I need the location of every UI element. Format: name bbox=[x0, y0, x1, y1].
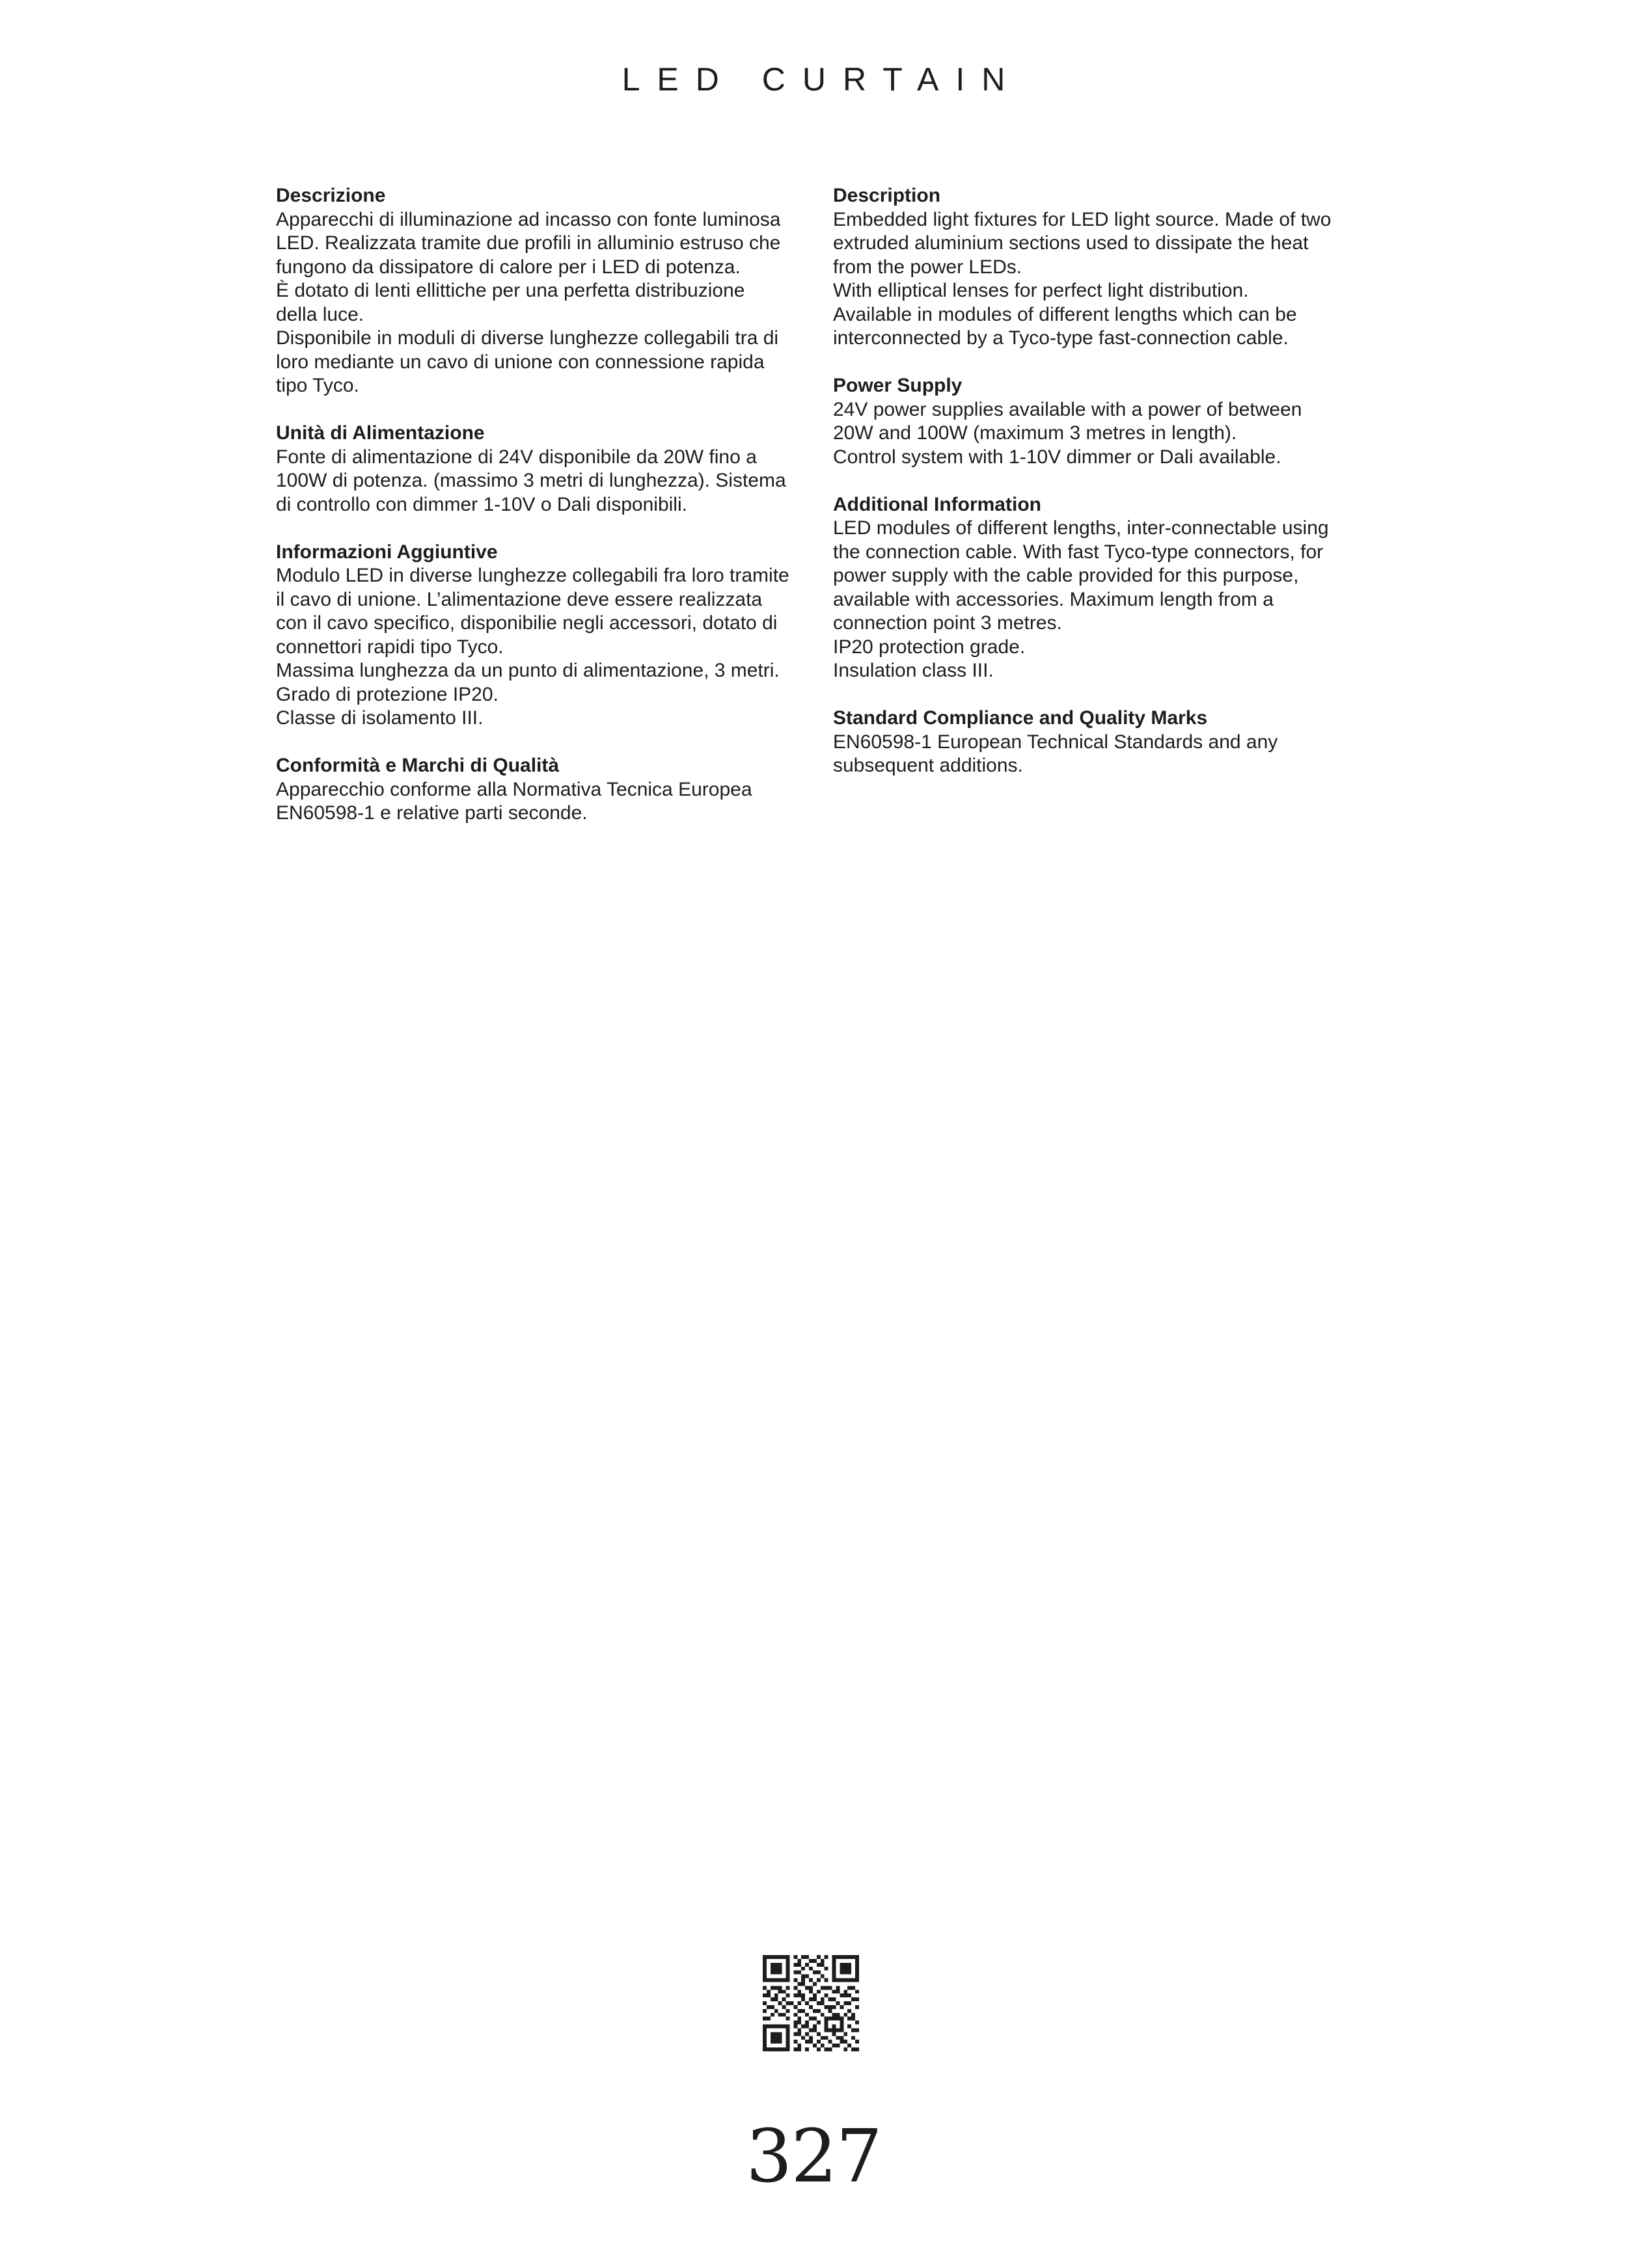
section-heading: Description bbox=[833, 185, 941, 206]
section-line: the connection cable. With fast Tyco-type connectors, for bbox=[833, 541, 1324, 563]
section-power-supply bbox=[833, 374, 1354, 469]
section-line: LED modules of different lengths, inter-connectable using bbox=[833, 517, 1329, 539]
section-line: Modulo LED in diverse lunghezze collegabili fra loro tramite bbox=[276, 565, 789, 586]
section-line: 100W di potenza. (massimo 3 metri di lunghezza). Sistema bbox=[276, 470, 786, 491]
section-line: connection point 3 metres. bbox=[833, 612, 1062, 634]
section-line: È dotato di lenti ellittiche per una perfetta distribuzione bbox=[276, 280, 745, 301]
section-conformita bbox=[276, 754, 797, 826]
section-heading: Conformità e Marchi di Qualità bbox=[276, 755, 560, 776]
section-line: IP20 protection grade. bbox=[833, 636, 1026, 658]
section-additional-information bbox=[833, 493, 1354, 683]
section-standard-compliance bbox=[833, 707, 1354, 778]
section-informazioni-aggiuntive bbox=[276, 541, 797, 731]
section-line: con il cavo specifico, disponibilie negli accessori, dotato di bbox=[276, 612, 778, 634]
section-line: Grado di protezione IP20. bbox=[276, 683, 499, 705]
section-line: Apparecchi di illuminazione ad incasso con fonte luminosa bbox=[276, 208, 781, 230]
section-line: della luce. bbox=[276, 303, 364, 325]
section-line: subsequent additions. bbox=[833, 755, 1023, 776]
section-line: available with accessories. Maximum length from a bbox=[833, 588, 1274, 610]
section-description bbox=[833, 184, 1354, 351]
section-heading: Informazioni Aggiuntive bbox=[276, 541, 498, 563]
section-unita-di-alimentazione bbox=[276, 422, 797, 517]
section-line: Control system with 1-10V dimmer or Dali available. bbox=[833, 446, 1281, 468]
section-line: Insulation class III. bbox=[833, 660, 994, 681]
section-line: 24V power supplies available with a power of between bbox=[833, 398, 1302, 420]
section-heading: Unità di Alimentazione bbox=[276, 422, 485, 444]
section-heading: Descrizione bbox=[276, 185, 386, 206]
section-line: from the power LEDs. bbox=[833, 256, 1022, 278]
section-line: tipo Tyco. bbox=[276, 375, 359, 396]
section-line: loro mediante un cavo di unione con connessione rapida bbox=[276, 351, 765, 373]
page-number: 327 bbox=[746, 2114, 881, 2199]
section-line: fungono da dissipatore di calore per i LED di potenza. bbox=[276, 256, 741, 278]
section-line: 20W and 100W (maximum 3 metres in length). bbox=[833, 422, 1237, 444]
italian-column bbox=[276, 184, 797, 849]
section-line: connettori rapidi tipo Tyco. bbox=[276, 636, 504, 658]
section-line: di controllo con dimmer 1-10V o Dali disponibili. bbox=[276, 493, 687, 515]
page-title: LED CURTAIN bbox=[622, 61, 1022, 98]
section-line: EN60598-1 e relative parti seconde. bbox=[276, 802, 588, 824]
section-line: Apparecchio conforme alla Normativa Tecnica Europea bbox=[276, 778, 752, 800]
section-heading: Additional Information bbox=[833, 493, 1041, 515]
english-column bbox=[833, 184, 1354, 802]
section-descrizione bbox=[276, 184, 797, 398]
section-heading: Standard Compliance and Quality Marks bbox=[833, 707, 1208, 729]
qr-code-icon[interactable] bbox=[763, 1955, 859, 2051]
section-line: il cavo di unione. L’alimentazione deve essere realizzata bbox=[276, 588, 763, 610]
section-line: Massima lunghezza da un punto di alimentazione, 3 metri. bbox=[276, 660, 780, 681]
section-line: extruded aluminium sections used to dissipate the heat bbox=[833, 232, 1309, 254]
section-line: Disponibile in moduli di diverse lunghezze collegabili tra di bbox=[276, 327, 779, 349]
section-line: Fonte di alimentazione di 24V disponibile da 20W fino a bbox=[276, 446, 757, 468]
section-line: LED. Realizzata tramite due profili in alluminio estruso che bbox=[276, 232, 781, 254]
section-line: power supply with the cable provided for this purpose, bbox=[833, 565, 1299, 586]
section-line: interconnected by a Tyco-type fast-connection cable. bbox=[833, 327, 1289, 349]
section-heading: Power Supply bbox=[833, 375, 963, 396]
section-line: Classe di isolamento III. bbox=[276, 707, 484, 729]
section-line: Embedded light fixtures for LED light source. Made of two bbox=[833, 208, 1332, 230]
section-line: EN60598-1 European Technical Standards and any bbox=[833, 731, 1278, 753]
section-line: Available in modules of different lengths which can be bbox=[833, 303, 1297, 325]
section-line: With elliptical lenses for perfect light distribution. bbox=[833, 280, 1249, 301]
